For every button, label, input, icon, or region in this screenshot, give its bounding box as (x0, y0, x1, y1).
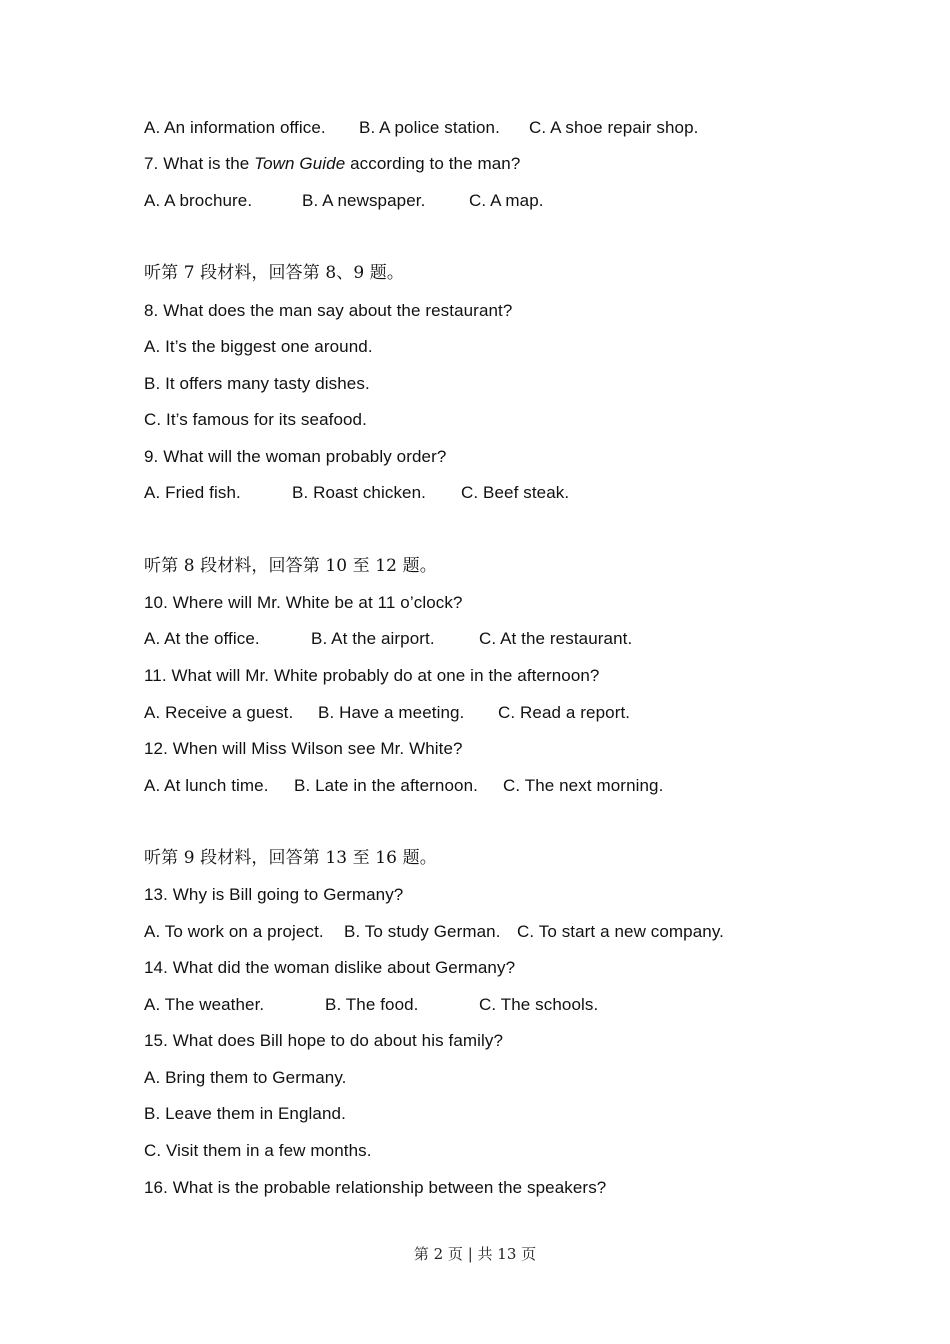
q8-option-c: C. It’s famous for its seafood. (144, 410, 367, 429)
q12-question: 12. When will Miss Wilson see Mr. White? (144, 739, 463, 758)
q8-option-a: A. It’s the biggest one around. (144, 337, 373, 356)
q14-option-c: C. The schools. (479, 995, 599, 1014)
q9-options-row (144, 479, 570, 507)
q11-options-row (144, 699, 631, 727)
q13-option-c: C. To start a new company. (517, 922, 725, 941)
q13-question: 13. Why is Bill going to Germany? (144, 885, 404, 904)
q7-option-b: B. A newspaper. (302, 191, 426, 210)
q11-question: 11. What will Mr. White probably do at one in the afternoon? (144, 666, 600, 685)
q9-option-c: C. Beef steak. (461, 483, 570, 502)
q15-option-c: C. Visit them in a few months. (144, 1141, 372, 1160)
q7-options-row (144, 187, 544, 215)
q10-options-row (144, 625, 633, 653)
q14-options-row (144, 991, 599, 1019)
q14-option-b: B. The food. (325, 995, 419, 1014)
q11-option-b: B. Have a meeting. (318, 703, 465, 722)
q10-question: 10. Where will Mr. White be at 11 o’clock? (144, 593, 463, 612)
section7-header: 听第 7 段材料，回答第 8、9 题。 (144, 263, 404, 283)
q11-option-c: C. Read a report. (498, 703, 631, 722)
q16-question: 16. What is the probable relationship between the speakers? (144, 1178, 607, 1197)
q14-question: 14. What did the woman dislike about Germany? (144, 958, 516, 977)
q15-question: 15. What does Bill hope to do about his family? (144, 1031, 504, 1050)
q12-option-b: B. Late in the afternoon. (294, 776, 478, 795)
q12-option-c: C. The next morning. (503, 776, 664, 795)
q9-question: 9. What will the woman probably order? (144, 447, 447, 466)
q15-option-a: A. Bring them to Germany. (144, 1068, 347, 1087)
q7-italic-title: Town Guide (254, 154, 346, 173)
q8-option-b: B. It offers many tasty dishes. (144, 374, 370, 393)
q10-option-b: B. At the airport. (311, 629, 435, 648)
q6-option-b: B. A police station. (359, 118, 500, 137)
q10-option-c: C. At the restaurant. (479, 629, 633, 648)
q9-option-b: B. Roast chicken. (292, 483, 426, 502)
q6-option-c: C. A shoe repair shop. (529, 118, 699, 137)
q8-question: 8. What does the man say about the restaurant? (144, 301, 513, 320)
q7-question (144, 150, 520, 178)
q6-option-a: A. An information office. (144, 118, 326, 137)
page-footer: 第 2 页 | 共 13 页 (413, 1245, 537, 1263)
q10-option-a: A. At the office. (144, 629, 260, 648)
section9-header: 听第 9 段材料，回答第 13 至 16 题。 (144, 848, 437, 868)
q7-prefix: 7. What is the (144, 154, 255, 173)
q11-option-a: A. Receive a guest. (144, 703, 294, 722)
q13-options-row (144, 918, 725, 946)
q7-option-c: C. A map. (469, 191, 544, 210)
section8-header: 听第 8 段材料，回答第 10 至 12 题。 (144, 556, 437, 576)
q13-option-b: B. To study German. (344, 922, 501, 941)
q12-option-a: A. At lunch time. (144, 776, 269, 795)
q13-option-a: A. To work on a project. (144, 922, 324, 941)
q6-options-row (144, 114, 699, 142)
q12-options-row (144, 772, 664, 800)
q15-option-b: B. Leave them in England. (144, 1104, 346, 1123)
q7-suffix: according to the man? (345, 154, 521, 173)
q9-option-a: A. Fried fish. (144, 483, 241, 502)
q14-option-a: A. The weather. (144, 995, 265, 1014)
q7-option-a: A. A brochure. (144, 191, 253, 210)
